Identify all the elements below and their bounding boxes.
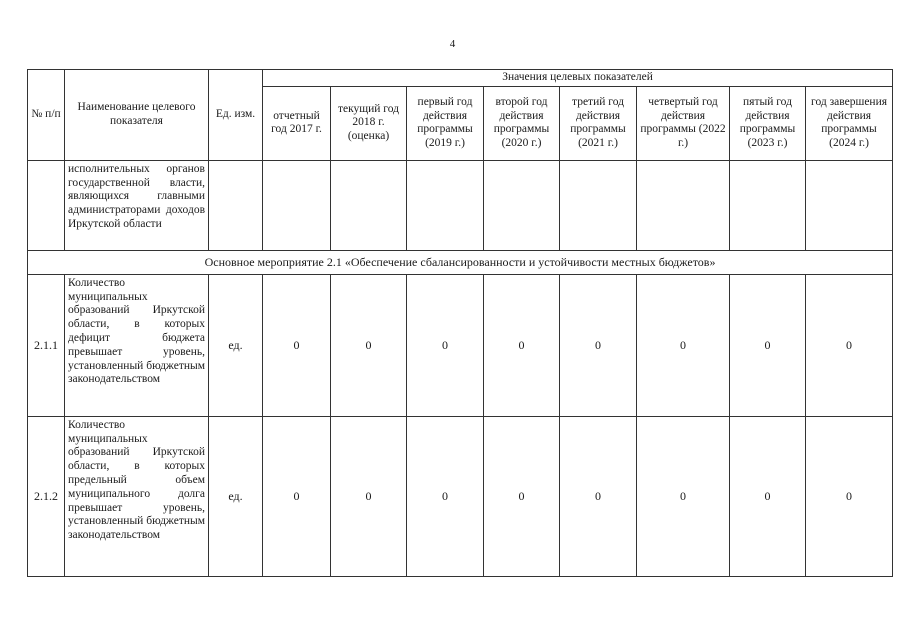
section-title: Основное мероприятие 2.1 «Обеспечение сбалансированности и устойчивости местных бюджетов» bbox=[28, 250, 893, 274]
header-year-2023: пятый год действия программы (2023 г.) bbox=[730, 86, 806, 160]
row-name: Количество муниципальных образований Иркутской области, в которых предельный объем муниципального долга превышает уровень, установленный бюджетным законодательством bbox=[65, 416, 209, 576]
header-num: № п/п bbox=[28, 70, 65, 161]
row-num: 2.1.1 bbox=[28, 274, 65, 416]
row-name: Количество муниципальных образований Иркутской области, в которых дефицит бюджета превышает уровень, установленный бюджетным законодательством bbox=[65, 274, 209, 416]
row-value-2017: 0 bbox=[263, 416, 331, 576]
row-value-2021: 0 bbox=[560, 416, 637, 576]
row-value-2021: 0 bbox=[560, 274, 637, 416]
header-year-2019: первый год действия программы (2019 г.) bbox=[407, 86, 484, 160]
row-value-2019: 0 bbox=[407, 274, 484, 416]
header-unit: Ед. изм. bbox=[209, 70, 263, 161]
row-value-2017: 0 bbox=[263, 274, 331, 416]
table-row bbox=[28, 416, 893, 576]
row-value-2022: 0 bbox=[637, 274, 730, 416]
row-value-2024: 0 bbox=[806, 416, 893, 576]
header-year-2021: третий год действия программы (2021 г.) bbox=[560, 86, 637, 160]
target-indicators-table bbox=[27, 69, 893, 577]
table-row bbox=[28, 274, 893, 416]
page-number: 4 bbox=[449, 38, 456, 50]
row-value-2020: 0 bbox=[484, 416, 560, 576]
row-value-2020: 0 bbox=[484, 274, 560, 416]
row-value-2022: 0 bbox=[637, 416, 730, 576]
row-value-2019: 0 bbox=[407, 416, 484, 576]
header-year-2020: второй год действия программы (2020 г.) bbox=[484, 86, 560, 160]
row-unit: ед. bbox=[209, 416, 263, 576]
row-value-2023: 0 bbox=[730, 274, 806, 416]
header-year-2024: год завершения действия программы (2024 г.) bbox=[806, 86, 893, 160]
continuation-row bbox=[28, 160, 893, 250]
header-year-2022: четвертый год действия программы (2022 г.) bbox=[637, 86, 730, 160]
row-num: 2.1.2 bbox=[28, 416, 65, 576]
header-values-group: Значения целевых показателей bbox=[263, 70, 893, 87]
row-value-2024: 0 bbox=[806, 274, 893, 416]
row-value-2018: 0 bbox=[331, 274, 407, 416]
header-year-2018: текущий год 2018 г. (оценка) bbox=[331, 86, 407, 160]
continuation-row-name: исполнительных органов государственной власти, являющихся главными администраторами доходов Иркутской области bbox=[65, 160, 209, 250]
header-name: Наименование целевого показателя bbox=[65, 70, 209, 161]
row-value-2018: 0 bbox=[331, 416, 407, 576]
header-year-2017: отчетный год 2017 г. bbox=[263, 86, 331, 160]
row-unit: ед. bbox=[209, 274, 263, 416]
row-value-2023: 0 bbox=[730, 416, 806, 576]
section-row bbox=[28, 250, 893, 274]
